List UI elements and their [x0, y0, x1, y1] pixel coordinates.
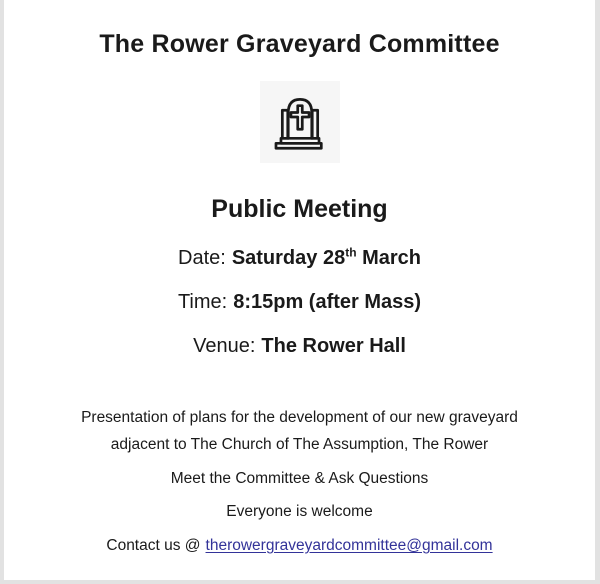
- time-line: [4, 290, 595, 314]
- gravestone-icon: [271, 93, 329, 151]
- date-day: Saturday 28: [231, 247, 346, 269]
- date-ordinal-superscript: th: [345, 245, 357, 260]
- description-text: [4, 404, 595, 458]
- venue-label: Venue:: [193, 335, 256, 357]
- date-month: March: [356, 247, 421, 269]
- contact-line: [4, 532, 595, 559]
- meeting-heading: Public Meeting: [211, 195, 388, 223]
- flyer-page: [4, 0, 595, 580]
- email-link[interactable]: therowergraveyardcommittee@gmail.com: [205, 537, 493, 554]
- venue-value: The Rower Hall: [261, 335, 406, 357]
- date-value: [232, 247, 421, 269]
- gravestone-icon-container: [260, 81, 340, 163]
- page-title: The Rower Graveyard Committee: [99, 30, 500, 58]
- meet-committee-text: Meet the Committee & Ask Questions: [170, 470, 429, 487]
- description-line-1: Presentation of plans for the development of our new graveyard: [81, 409, 518, 426]
- date-label: Date:: [178, 247, 226, 269]
- venue-line: [4, 334, 595, 358]
- time-value: 8:15pm (after Mass): [233, 291, 422, 313]
- contact-prefix: Contact us @: [106, 537, 201, 554]
- time-label: Time:: [177, 291, 228, 313]
- date-line: [4, 246, 595, 270]
- description-line-2: adjacent to The Church of The Assumption, The Rower: [110, 436, 489, 453]
- welcome-text: Everyone is welcome: [226, 503, 373, 520]
